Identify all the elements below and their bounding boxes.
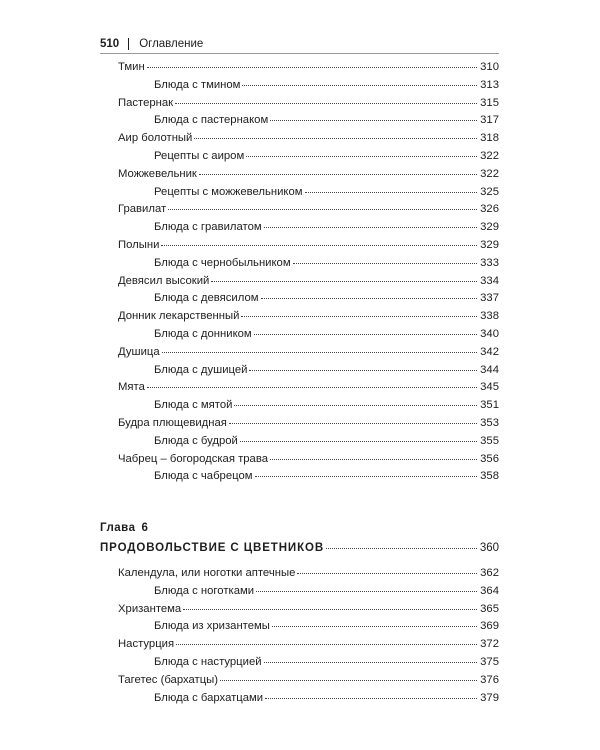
entry-title: Тагетес (бархатцы) xyxy=(118,673,219,686)
dot-leader xyxy=(254,334,477,335)
dot-leader xyxy=(265,698,477,699)
chapter-heading xyxy=(100,541,499,555)
toc-entry xyxy=(118,60,499,74)
entry-title: Будра плющевидная xyxy=(118,417,227,429)
entry-page-number: 356 xyxy=(480,452,499,465)
dot-leader xyxy=(249,370,477,371)
entry-subtitle: Блюда с донником xyxy=(154,328,252,340)
entry-title: Душица xyxy=(118,345,160,358)
dot-leader xyxy=(242,85,477,86)
chapter-label-text: Глава xyxy=(100,522,136,534)
toc-entry xyxy=(154,78,499,92)
header-rule xyxy=(100,53,499,54)
entry-title: Можжевельник xyxy=(118,167,197,180)
toc-entry xyxy=(154,113,499,127)
entry-page-number: 326 xyxy=(480,203,499,216)
entry-page-number: 364 xyxy=(480,584,499,597)
toc-entry xyxy=(118,673,499,687)
entry-page-number: 342 xyxy=(480,345,499,358)
dot-leader xyxy=(293,263,477,264)
entry-subtitle: Блюда с тмином xyxy=(154,78,241,91)
toc-entry xyxy=(154,691,499,705)
toc-entry xyxy=(118,602,499,616)
dot-leader xyxy=(199,174,477,175)
toc-entry xyxy=(154,363,499,377)
entry-title: Тмин xyxy=(118,61,145,73)
dot-leader xyxy=(305,192,477,193)
chapter-number: 6 xyxy=(141,522,149,534)
toc-entry xyxy=(154,220,499,234)
toc-entry xyxy=(154,434,499,448)
toc-entry xyxy=(118,452,499,466)
dot-leader xyxy=(194,138,477,139)
dot-leader xyxy=(264,662,477,663)
toc-entry xyxy=(118,380,499,394)
toc-entry xyxy=(118,416,499,430)
dot-leader xyxy=(240,441,477,442)
entry-page-number: 317 xyxy=(480,114,499,127)
entry-page-number: 337 xyxy=(480,292,499,305)
toc-entry xyxy=(118,238,499,252)
entry-page-number: 338 xyxy=(480,310,499,323)
dot-leader xyxy=(161,245,477,246)
toc-entry xyxy=(118,202,499,216)
dot-leader xyxy=(162,352,477,353)
entry-page-number: 344 xyxy=(480,363,499,376)
toc-entry xyxy=(154,655,499,669)
section-title: Оглавление xyxy=(139,38,204,50)
entry-subtitle: Блюда с бархатцами xyxy=(154,691,264,704)
entry-subtitle: Блюда с чабрецом xyxy=(154,470,253,483)
toc-entry xyxy=(154,327,499,341)
entry-subtitle: Блюда с будрой xyxy=(154,434,238,447)
entry-title: Мята xyxy=(118,381,145,394)
toc-entry xyxy=(118,167,499,181)
entry-subtitle: Блюда с душицей xyxy=(154,363,248,376)
toc-entry xyxy=(154,469,499,483)
entry-title: Аир болотный xyxy=(118,132,193,145)
toc-entry xyxy=(154,619,499,633)
dot-leader xyxy=(256,591,477,592)
entry-page-number: 329 xyxy=(480,239,499,251)
dot-leader xyxy=(147,67,477,68)
entry-page-number: 340 xyxy=(480,328,499,340)
entry-page-number: 333 xyxy=(480,256,499,269)
toc-entry xyxy=(118,96,499,110)
toc-entry xyxy=(118,566,499,580)
toc-entry xyxy=(154,398,499,412)
entry-page-number: 372 xyxy=(480,638,499,651)
entry-title: Девясил высокий xyxy=(118,274,210,287)
page-number: 510 xyxy=(100,38,120,50)
dot-leader xyxy=(326,548,477,549)
toc-entry xyxy=(118,274,499,288)
entry-page-number: 362 xyxy=(480,567,499,579)
chapter-title: ПРОДОВОЛЬСТВИЕ С ЦВЕТНИКОВ xyxy=(100,542,325,554)
entry-page-number: 318 xyxy=(480,132,499,145)
dot-leader xyxy=(176,644,477,645)
entry-title: Пастернак xyxy=(118,96,174,109)
toc-entry xyxy=(118,345,499,359)
entry-page-number: 334 xyxy=(480,274,499,287)
entry-page-number: 345 xyxy=(480,381,499,394)
entry-subtitle: Блюда с настурцией xyxy=(154,656,262,668)
entry-subtitle: Рецепты с можжевельником xyxy=(154,185,303,198)
entry-page-number: 376 xyxy=(480,673,499,686)
running-header xyxy=(100,37,499,51)
entry-page-number: 329 xyxy=(480,221,499,234)
entry-page-number: 375 xyxy=(480,656,499,668)
entry-title: Полыни xyxy=(118,239,160,251)
dot-leader xyxy=(241,316,477,317)
toc-entry xyxy=(118,637,499,651)
chapter-label xyxy=(100,522,148,534)
toc-entry xyxy=(154,185,499,199)
dot-leader xyxy=(272,626,477,627)
dot-leader xyxy=(270,459,477,460)
toc-entry xyxy=(118,131,499,145)
entry-title: Чабрец – богородская трава xyxy=(118,452,268,465)
entry-page-number: 369 xyxy=(480,620,499,633)
entry-page-number: 358 xyxy=(480,470,499,483)
entry-page-number: 325 xyxy=(480,185,499,198)
dot-leader xyxy=(229,423,477,424)
toc-entry xyxy=(118,309,499,323)
toc-entry xyxy=(154,291,499,305)
entry-title: Донник лекарственный xyxy=(118,310,240,323)
entry-title: Гравилат xyxy=(118,203,167,216)
entry-page-number: 322 xyxy=(480,150,499,162)
dot-leader xyxy=(261,298,478,299)
entry-title: Календула, или ноготки аптечные xyxy=(118,567,296,579)
entry-title: Настурция xyxy=(118,638,175,651)
entry-page-number: 313 xyxy=(480,78,499,91)
dot-leader xyxy=(183,609,477,610)
toc-entry xyxy=(154,584,499,598)
entry-page-number: 322 xyxy=(480,167,499,180)
entry-title: Хризантема xyxy=(118,602,182,615)
entry-page-number: 315 xyxy=(480,96,499,109)
entry-subtitle: Блюда с гравилатом xyxy=(154,221,262,234)
entry-subtitle: Блюда с чернобыльником xyxy=(154,256,291,269)
chapter-page-number: 360 xyxy=(479,542,499,554)
dot-leader xyxy=(175,103,477,104)
entry-page-number: 310 xyxy=(480,61,499,73)
entry-subtitle: Блюда с девясилом xyxy=(154,292,259,305)
dot-leader xyxy=(220,680,477,681)
toc-entry xyxy=(154,149,499,163)
entry-page-number: 365 xyxy=(480,602,499,615)
dot-leader xyxy=(264,227,477,228)
entry-page-number: 353 xyxy=(480,417,499,429)
header-separator xyxy=(128,38,129,50)
dot-leader xyxy=(255,476,477,477)
entry-subtitle: Блюда с мятой xyxy=(154,399,233,412)
entry-page-number: 355 xyxy=(480,434,499,447)
entry-subtitle: Блюда с пастернаком xyxy=(154,114,269,127)
dot-leader xyxy=(168,209,477,210)
dot-leader xyxy=(270,120,477,121)
dot-leader xyxy=(147,387,477,388)
entry-subtitle: Блюда из хризантемы xyxy=(154,620,270,633)
entry-subtitle: Блюда с ноготками xyxy=(154,584,255,597)
entry-page-number: 351 xyxy=(480,399,499,412)
dot-leader xyxy=(297,573,477,574)
dot-leader xyxy=(234,405,477,406)
dot-leader xyxy=(211,281,477,282)
entry-subtitle: Рецепты с аиром xyxy=(154,150,245,162)
toc-entry xyxy=(154,256,499,270)
dot-leader xyxy=(246,156,477,157)
entry-page-number: 379 xyxy=(480,691,499,704)
